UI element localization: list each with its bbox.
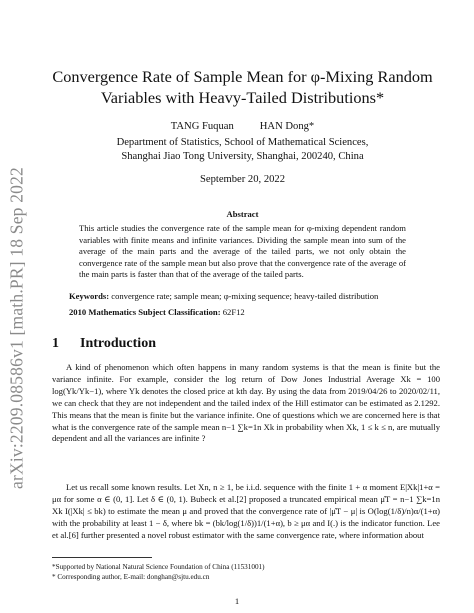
title-line-1: Convergence Rate of Sample Mean for φ-Mixing Random <box>52 67 433 86</box>
affiliation-line-1: Department of Statistics, School of Mathematical Sciences, <box>116 137 369 148</box>
section-heading <box>52 336 156 352</box>
author-2: HAN Dong* <box>259 121 315 132</box>
msc-label: 2010 Mathematics Subject Classification: <box>69 307 221 317</box>
section-title: Introduction <box>80 336 156 351</box>
authors <box>40 121 445 132</box>
keywords-text: convergence rate; sample mean; φ-mixing sequence; heavy-tailed distribution <box>109 291 379 301</box>
affiliation <box>40 136 445 164</box>
title-line-2: Variables with Heavy-Tailed Distributions* <box>100 88 385 107</box>
page-number: 1 <box>234 596 240 606</box>
msc-text: 62F12 <box>220 307 245 317</box>
paragraph-1 <box>52 362 440 445</box>
msc-classification <box>69 307 439 317</box>
paper-title <box>40 66 445 108</box>
affiliation-line-2: Shanghai Jiao Tong University, Shanghai, 200240, China <box>121 151 364 162</box>
paper-date: September 20, 2022 <box>199 174 286 185</box>
keywords-label: Keywords: <box>69 291 110 301</box>
arxiv-stamp: arXiv:2209.08586v1 [math.PR] 18 Sep 2022 <box>6 166 27 490</box>
section-number: 1 <box>52 336 59 351</box>
footnote-2: * Corresponding author, E-mail: donghan@sjtu.edu.cn <box>52 573 210 581</box>
paragraph-2-text: Let us recall some known results. Let Xn, n ≥ 1, be i.i.d. sequence with the finite 1 + α moment E|Xk|1+α = μα for some α ∈ (0, 1]. Let δ ∈ (0, 1). Bubeck et al.[2] proposed a truncated empirical mean μ̂T = n−1 ∑k=1n Xk I(|Xk| ≤ bk) to estimate the mean μ and proved that the convergence rate of |μ̂T − μ| is O(log(1/δ)/n)α/(1+α) with the probability at least 1 − δ, where bk = (bk/log(1/δ))1/(1+α), b ≥ μα and I(.) is the indicator function. Lee et al.[6] further presented a novel robust estimator with the same convergence rate, where information about <box>52 482 440 540</box>
abstract-text: This article studies the convergence rate of the sample mean for φ-mixing dependent random variables with finite means and infinite variances. Dividing the sample mean into sum of the average of the main parts and the average of the tailed parts, we not only obtain the convergence rate of the sample mean but also prove that the convergence rate of the average of the main parts is faster than that of the average of the tailed parts. <box>79 223 406 279</box>
footnote-1: *Supported by National Natural Science Foundation of China (11531001) <box>52 563 265 571</box>
paragraph-1-text: A kind of phenomenon which often happens in many random systems is that the mean is finite but the variance infinite. For example, consider the log return of Dow Jones Industrial Average Xk = 100 log(Yk/Yk−1), where Yk denotes the closed price at kth day. By using the data from 2019/04/26 to 2020/02/11, we can check that they are not independent and the tailed index of the Hill estimator can be estimated as 2.1292. This means that the mean is finite but the variance infinite. One of questions which we are concerned here is that what is the convergence rate of the sample mean n−1 ∑k=1n Xk in probability when Xk, 1 ≤ k ≤ n, are mutually dependent and all the variances are infinite ? <box>52 362 440 444</box>
author-1: TANG Fuquan <box>170 121 234 132</box>
paragraph-2 <box>52 482 440 542</box>
abstract-heading: Abstract <box>226 209 259 219</box>
keywords <box>69 291 439 301</box>
footnote-rule <box>52 557 152 558</box>
